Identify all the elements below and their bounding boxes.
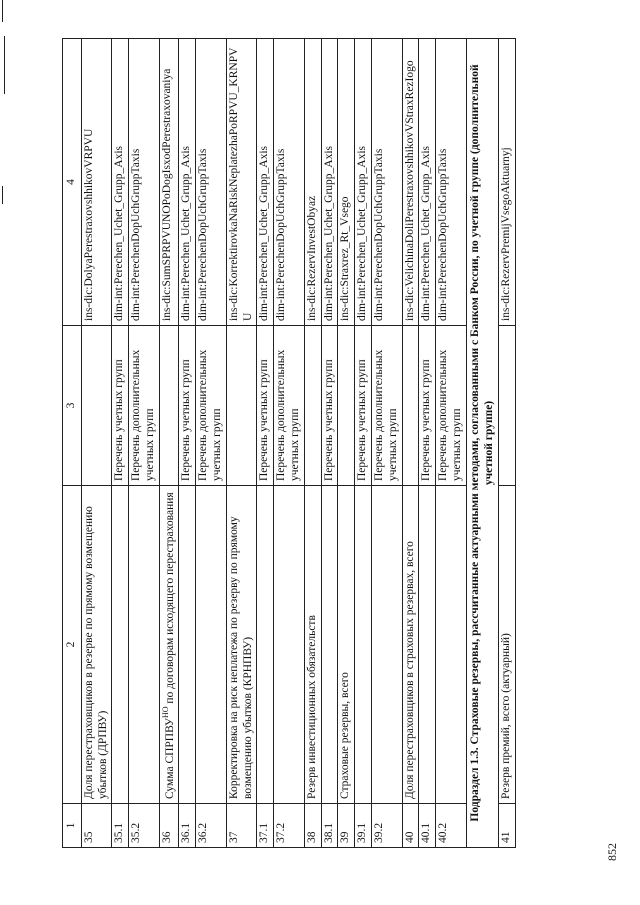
- row-code: dim-int:PerechenDopUchGruppTaxis: [129, 39, 160, 326]
- row-axis: [159, 326, 179, 486]
- row-number: 35.2: [129, 804, 160, 848]
- row-name: Резерв премий, всего (актуарный): [499, 486, 516, 804]
- table-row: [304, 39, 321, 848]
- row-number: 38.1: [321, 804, 338, 848]
- column-header: 2: [63, 486, 82, 804]
- header-row: [63, 39, 82, 848]
- table-row: [226, 39, 257, 848]
- row-number: 41: [499, 804, 516, 848]
- row-name: Доля перестраховщиков в резерве по прямому возмещению убытков (ДРПВУ): [81, 486, 112, 804]
- row-code: dim-int:Perechen_Uchet_Grupp_Axis: [419, 39, 436, 326]
- scan-edge-mark: [2, 186, 3, 204]
- table-row: [371, 39, 402, 848]
- column-header: 1: [63, 804, 82, 848]
- row-name: [321, 486, 338, 804]
- row-number: 37.2: [274, 804, 305, 848]
- row-name: Корректировка на риск неплатежа по резерву по прямому возмещению убытков (КРНПВУ): [226, 486, 257, 804]
- table-row: [355, 39, 372, 848]
- row-axis: Перечень учетных групп: [257, 326, 274, 486]
- row-axis: [226, 326, 257, 486]
- table-row: [179, 39, 196, 848]
- table-body-section: [466, 39, 515, 848]
- table-body-row-36: [159, 39, 179, 848]
- row-code: dim-int:Perechen_Uchet_Grupp_Axis: [179, 39, 196, 326]
- table-row: [112, 39, 129, 848]
- row-name: [355, 486, 372, 804]
- row-code: dim-int:Perechen_Uchet_Grupp_Axis: [321, 39, 338, 326]
- row-code: ins-dic:RezervPremijVsegoAktuarnyj: [499, 39, 516, 326]
- row-code: dim-int:Perechen_Uchet_Grupp_Axis: [112, 39, 129, 326]
- scan-edge-mark: [4, 36, 5, 94]
- row-code: dim-int:PerechenDopUchGruppTaxis: [436, 39, 467, 326]
- row-code: dim-int:Perechen_Uchet_Grupp_Axis: [355, 39, 372, 326]
- scan-edge-mark: [2, 0, 3, 22]
- column-header: 4: [63, 39, 82, 326]
- row-number: 37.1: [257, 804, 274, 848]
- row-number: 39.2: [371, 804, 402, 848]
- row-number: 40: [402, 804, 419, 848]
- row-name: [179, 486, 196, 804]
- table-row: [321, 39, 338, 848]
- row-code: ins-dic:KorrektirovkaNaRiskNeplatezhaPoRPVU_KRNPVU: [226, 39, 257, 326]
- row-code: dim-int:PerechenDopUchGruppTaxis: [274, 39, 305, 326]
- row-number: 35: [81, 804, 112, 848]
- row-axis: [338, 326, 355, 486]
- row-axis: Перечень учетных групп: [355, 326, 372, 486]
- table-row: [129, 39, 160, 848]
- row-axis: Перечень учетных групп: [419, 326, 436, 486]
- column-header: 3: [63, 326, 82, 486]
- table-row: [274, 39, 305, 848]
- table-body-rows-a: [81, 39, 159, 848]
- row-axis: Перечень учетных групп: [112, 326, 129, 486]
- row-code: ins-dic:SumSPRPVUNOPoDogIsxodPerestraxovaniya: [159, 39, 179, 326]
- row-axis: Перечень дополнительных учетных групп: [129, 326, 160, 486]
- row-number: 35.1: [112, 804, 129, 848]
- table-row: [81, 39, 112, 848]
- table-row: [159, 39, 179, 848]
- row-number: 36: [159, 804, 179, 848]
- row-number: 36.1: [179, 804, 196, 848]
- row-name: [257, 486, 274, 804]
- row-number: 40.1: [419, 804, 436, 848]
- row-name: [436, 486, 467, 804]
- row-number: 36.2: [196, 804, 227, 848]
- row-code: dim-int:Perechen_Uchet_Grupp_Axis: [257, 39, 274, 326]
- table-row: [257, 39, 274, 848]
- table-row: [196, 39, 227, 848]
- row-number: 38: [304, 804, 321, 848]
- table-row: [499, 39, 516, 848]
- row-name: [371, 486, 402, 804]
- row-name: Резерв инвестиционных обязательств: [304, 486, 321, 804]
- row-code: ins-dic:Straxrez_Rt_Vsego: [338, 39, 355, 326]
- row-code: ins-dic:VelichinaDoliPerestraxovshhikovVStraxRezIogo: [402, 39, 419, 326]
- row-axis: Перечень дополнительных учетных групп: [196, 326, 227, 486]
- page-number: 852: [605, 843, 619, 861]
- row-number: 37: [226, 804, 257, 848]
- data-table: [62, 38, 516, 848]
- row-axis: [402, 326, 419, 486]
- row-name: [419, 486, 436, 804]
- row-name: [196, 486, 227, 804]
- row-axis: [304, 326, 321, 486]
- row-axis: Перечень дополнительных учетных групп: [371, 326, 402, 486]
- row-code: dim-int:PerechenDopUchGruppTaxis: [371, 39, 402, 326]
- row-name: Страховые резервы, всего: [338, 486, 355, 804]
- table-row: [436, 39, 467, 848]
- table-row: [402, 39, 419, 848]
- row-name: Сумма $СПРПВУ^{НО}$ по договорам исходящего перестрахования: [159, 486, 179, 804]
- row-code: dim-int:PerechenDopUchGruppTaxis: [196, 39, 227, 326]
- row-name: [274, 486, 305, 804]
- row-number: 40.2: [436, 804, 467, 848]
- row-code: ins-dic:DolyaPerestraxovshhikovVRPVU: [81, 39, 112, 326]
- table-row: [338, 39, 355, 848]
- row-name: [112, 486, 129, 804]
- rotated-table-container: [62, 38, 584, 848]
- table-row: [419, 39, 436, 848]
- section-label: Подраздел 1.3. Страховые резервы, рассчитанные актуарными методами, согласованными с Банком России, по учетной группе (дополнительной учетной группе): [466, 39, 499, 848]
- row-number: 39.1: [355, 804, 372, 848]
- row-axis: [499, 326, 516, 486]
- row-axis: [81, 326, 112, 486]
- row-number: 39: [338, 804, 355, 848]
- row-name: Доля перестраховщиков в страховых резервах, всего: [402, 486, 419, 804]
- row-name: [129, 486, 160, 804]
- row-axis: Перечень учетных групп: [321, 326, 338, 486]
- row-code: ins-dic:RezervInvestObyaz: [304, 39, 321, 326]
- section-row: [466, 39, 499, 848]
- row-axis: Перечень дополнительных учетных групп: [274, 326, 305, 486]
- row-axis: Перечень дополнительных учетных групп: [436, 326, 467, 486]
- row-axis: Перечень учетных групп: [179, 326, 196, 486]
- table-body-rows-b: [179, 39, 466, 848]
